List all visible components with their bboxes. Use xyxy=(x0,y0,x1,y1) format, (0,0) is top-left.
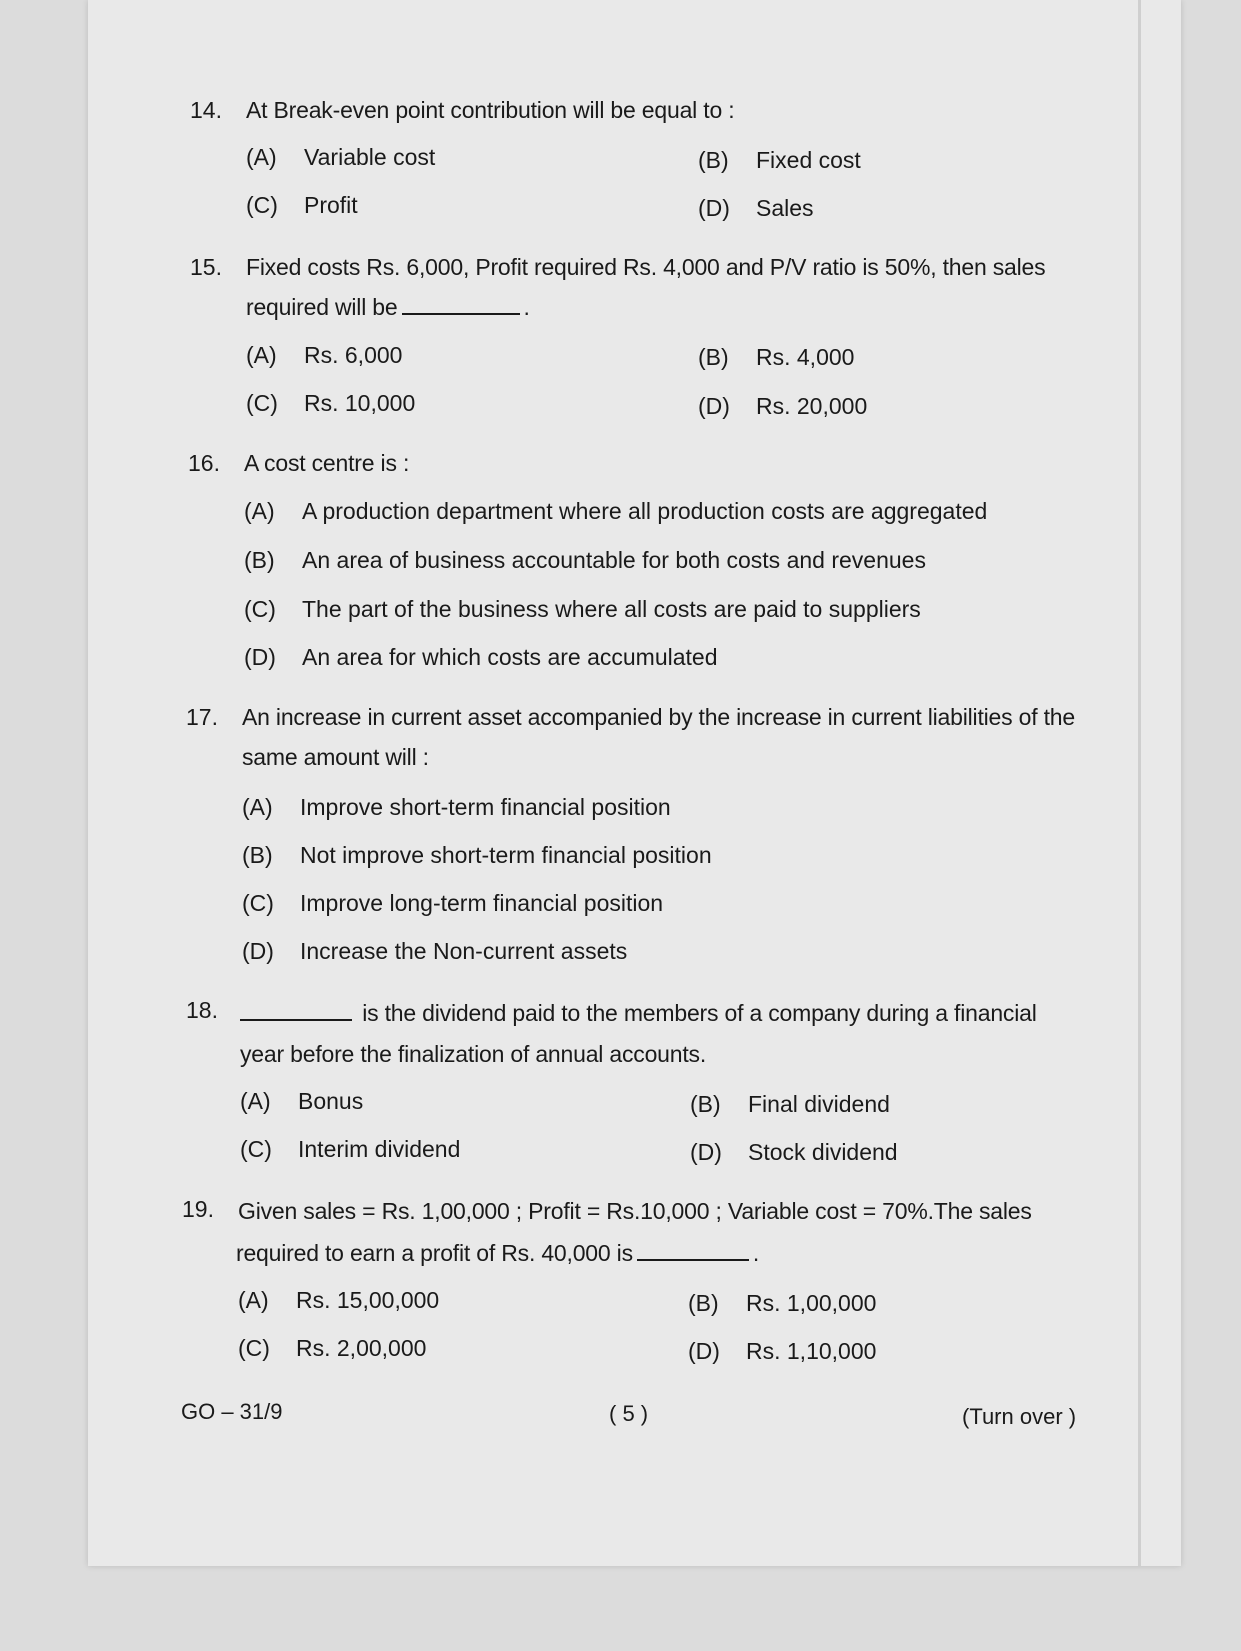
answer-blank xyxy=(402,312,520,315)
question-16-number: 16. xyxy=(188,450,220,476)
question-18-option-b: (B) Final dividend xyxy=(690,1091,890,1117)
question-15-option-b: (B) Rs. 4,000 xyxy=(698,344,855,370)
answer-blank xyxy=(637,1258,749,1261)
question-19-option-a: (A) Rs. 15,00,000 xyxy=(238,1287,440,1313)
question-19-option-b: (B) Rs. 1,00,000 xyxy=(688,1290,877,1316)
question-16-option-b: (B) An area of business accountable for both costs and revenues xyxy=(244,547,926,573)
question-16-text: A cost centre is : xyxy=(244,450,410,476)
turn-over-note: (Turn over ) xyxy=(962,1404,1077,1429)
question-18-option-a: (A) Bonus xyxy=(240,1088,364,1114)
question-18-line1: is the dividend paid to the members of a company during a financial xyxy=(240,1000,1037,1027)
answer-blank xyxy=(240,1018,352,1021)
paper-code: GO – 31/9 xyxy=(181,1399,283,1424)
question-17-option-a: (A) Improve short-term financial position xyxy=(242,794,671,820)
page-number: ( 5 ) xyxy=(609,1401,649,1426)
question-19-option-d: (D) Rs. 1,10,000 xyxy=(688,1338,877,1364)
question-15-line1: Fixed costs Rs. 6,000, Profit required Rs. 4,000 and P/V ratio is 50%, then sales xyxy=(246,254,1046,280)
question-19-line2: required to earn a profit of Rs. 40,000 is . xyxy=(236,1240,760,1266)
question-14-option-b: (B) Fixed cost xyxy=(698,147,861,173)
question-16-option-d: (D) An area for which costs are accumulated xyxy=(244,644,718,670)
question-17-line1: An increase in current asset accompanied by the increase in current liabilities of the xyxy=(242,704,1075,730)
question-14-option-c: (C) Profit xyxy=(246,192,358,218)
question-14-text: At Break-even point contribution will be equal to : xyxy=(246,97,735,123)
question-18-line2: year before the finalization of annual accounts. xyxy=(240,1041,707,1067)
page-fold xyxy=(1138,0,1141,1566)
question-15-option-c: (C) Rs. 10,000 xyxy=(246,390,416,416)
question-14-option-d: (D) Sales xyxy=(698,195,814,221)
question-15-number: 15. xyxy=(190,254,222,280)
question-19-option-c: (C) Rs. 2,00,000 xyxy=(238,1335,427,1361)
question-19-number: 19. xyxy=(182,1196,214,1222)
question-16-option-c: (C) The part of the business where all costs are paid to suppliers xyxy=(244,596,921,622)
question-15-option-a: (A) Rs. 6,000 xyxy=(246,342,403,368)
question-17-option-c: (C) Improve long-term financial position xyxy=(242,890,664,916)
question-17-option-b: (B) Not improve short-term financial position xyxy=(242,842,712,868)
question-18-number: 18. xyxy=(186,997,218,1023)
question-15-line2: required will be . xyxy=(246,294,530,320)
question-17-option-d: (D) Increase the Non-current assets xyxy=(242,938,628,964)
question-14-option-a: (A) Variable cost xyxy=(246,144,436,170)
question-16-option-a: (A) A production department where all production costs are aggregated xyxy=(244,498,988,524)
exam-page xyxy=(88,0,1181,1566)
question-14-number: 14. xyxy=(190,97,222,123)
question-17-number: 17. xyxy=(186,704,218,730)
question-19-line1: Given sales = Rs. 1,00,000 ; Profit = Rs.10,000 ; Variable cost = 70%.The sales xyxy=(238,1198,1032,1224)
question-18-option-d: (D) Stock dividend xyxy=(690,1139,898,1165)
question-15-option-d: (D) Rs. 20,000 xyxy=(698,393,868,419)
question-17-line2: same amount will : xyxy=(242,744,429,770)
question-18-option-c: (C) Interim dividend xyxy=(240,1136,461,1162)
